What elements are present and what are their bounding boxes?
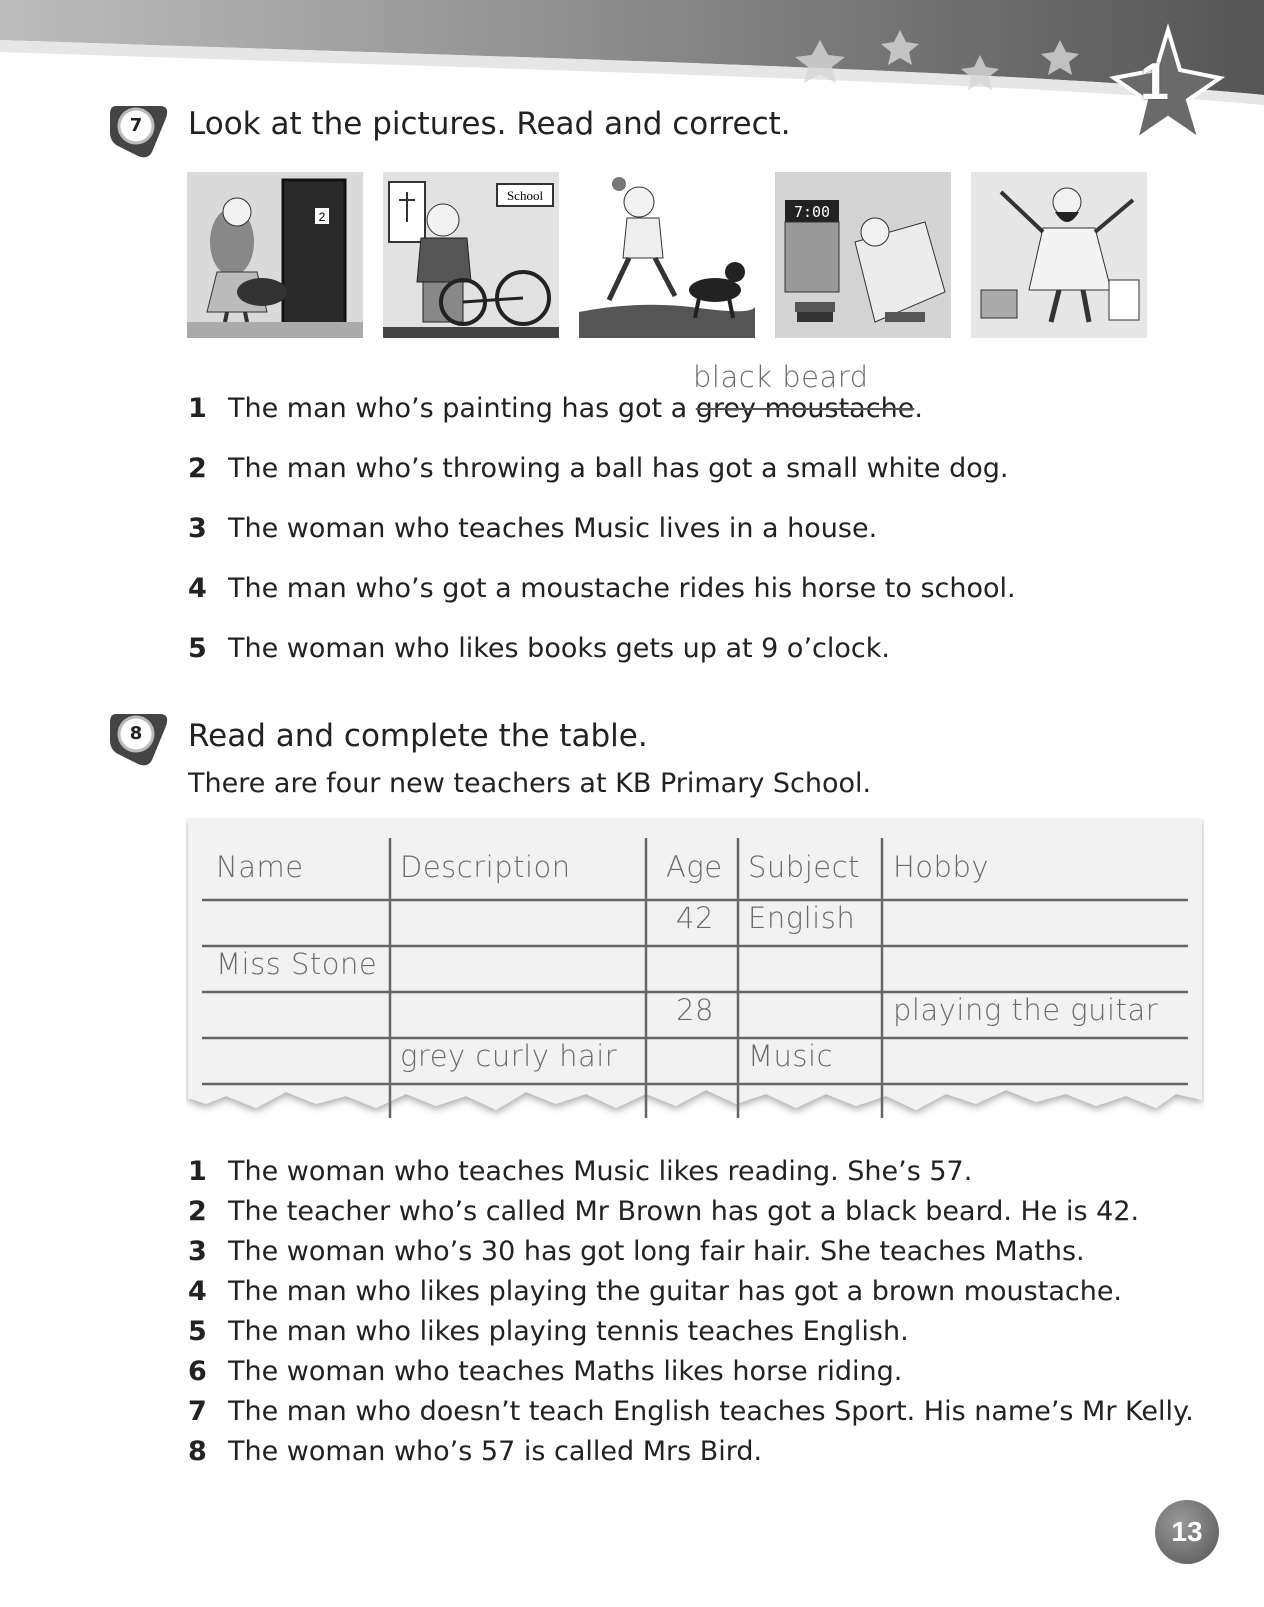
exercise-8-badge [108,708,170,770]
sentence-number: 2 [188,453,207,484]
clue-5 [188,1316,909,1347]
unit-number: 1 [1140,53,1169,111]
clue-6 [188,1356,902,1387]
sentence-text: The man who’s got a moustache rides his horse to school. [228,573,1016,604]
picture-strip [187,172,1151,338]
clue-number: 7 [188,1396,207,1427]
header-description: Description [400,850,571,884]
cell-subject: Music [748,1039,834,1073]
clue-number: 4 [188,1276,207,1307]
struck-text: grey moustache [695,393,915,424]
sentence-3 [188,513,877,544]
sentence-number: 3 [188,513,207,544]
clue-7 [188,1396,1194,1427]
cell-subject: English [748,901,856,935]
header-hobby: Hobby [893,850,990,884]
man-with-bicycle-picture [383,172,559,338]
sentence-text: The man who’s throwing a ball has got a small white dog. [228,453,1009,484]
clue-text: The woman who teaches Music likes reading. She’s 57. [228,1156,973,1187]
clue-number: 6 [188,1356,207,1387]
sentence-5 [188,633,890,664]
exercise-7-badge [108,100,170,162]
clue-8 [188,1436,762,1467]
sentence-text: The man who’s painting has got a [228,393,696,424]
clock-time: 7:00 [793,203,831,221]
cell-hobby: playing the guitar [893,993,1159,1027]
exercise-8-title: Read and complete the table. [188,718,648,754]
clue-4 [188,1276,1122,1307]
boy-with-dog-picture [579,172,755,338]
cell-age: 28 [676,993,714,1027]
header-name: Name [216,850,304,884]
woman-at-door-picture [187,172,363,338]
exercise-8-subtitle: There are four new teachers at KB Primary School. [188,768,872,799]
clue-text: The man who likes playing the guitar has got a brown moustache. [228,1276,1123,1307]
clue-number: 8 [188,1436,207,1467]
teachers-table [186,818,1204,1133]
clue-text: The woman who’s 30 has got long fair hair. She teaches Maths. [228,1236,1085,1267]
exercise-number: 7 [129,115,143,136]
sentence-4 [188,573,1016,604]
cell-age: 42 [676,901,714,935]
clue-number: 2 [188,1196,207,1227]
sentence-end: . [914,393,923,424]
sentence-2 [188,453,1008,484]
clue-number: 3 [188,1236,207,1267]
cell-name: Miss Stone [216,947,378,981]
clue-number: 5 [188,1316,207,1347]
door-number: 2 [318,210,326,224]
sentence-text: The woman who likes books gets up at 9 o’clock. [228,633,890,664]
woman-sleeping-picture [775,172,951,338]
header-subject: Subject [748,850,860,884]
clue-1 [188,1156,972,1187]
clue-number: 1 [188,1156,207,1187]
correction-answer: black beard [693,360,869,394]
clue-text: The woman who’s 57 is called Mrs Bird. [228,1436,763,1467]
clue-text: The man who likes playing tennis teaches English. [228,1316,909,1347]
exercise-7-title: Look at the pictures. Read and correct. [188,106,791,142]
clue-2 [188,1196,1139,1227]
sentence-1 [188,393,923,424]
clue-text: The man who doesn’t teach English teaches Sport. His name’s Mr Kelly. [228,1396,1194,1427]
page-number: 13 [1155,1500,1219,1564]
clue-text: The woman who teaches Maths likes horse riding. [228,1356,903,1387]
clue-3 [188,1236,1085,1267]
clue-text: The teacher who’s called Mr Brown has got a black beard. He is 42. [228,1196,1140,1227]
sentence-number: 1 [188,393,207,424]
man-painting-picture [971,172,1147,338]
header-age: Age [666,850,723,884]
exercise-number: 8 [129,723,143,744]
sentence-number: 5 [188,633,207,664]
sentence-number: 4 [188,573,207,604]
sentence-text: The woman who teaches Music lives in a house. [228,513,878,544]
cell-description: grey curly hair [400,1039,618,1073]
school-sign: School [506,188,544,203]
